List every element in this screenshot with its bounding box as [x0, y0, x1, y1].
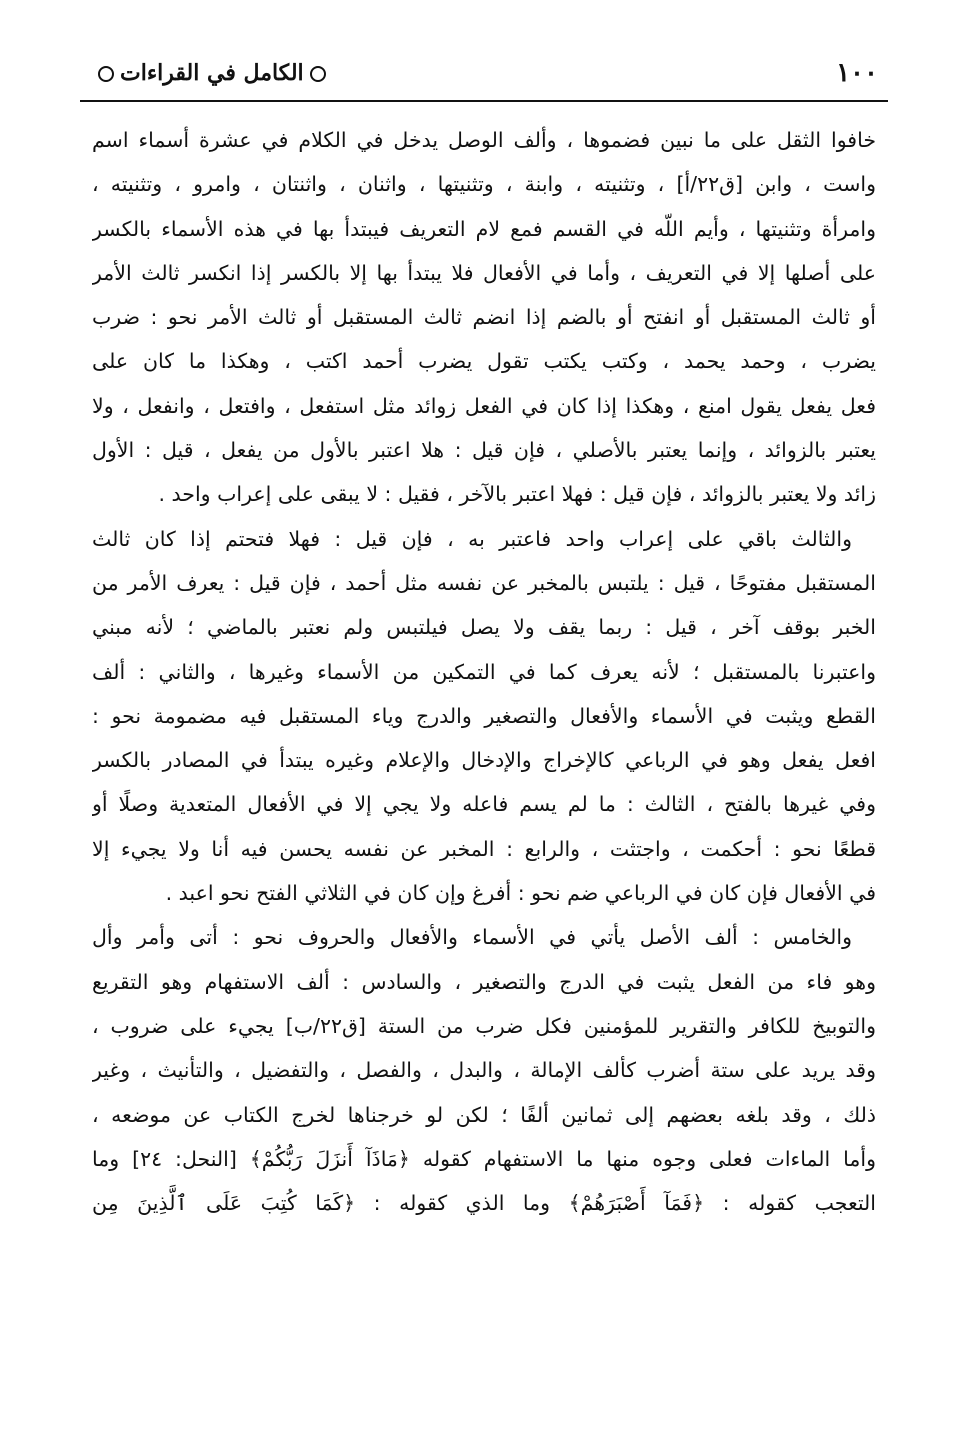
text-line: قطعًا نحو : أحكمت ، واجتثت ، والرابع : المخبر عن نفسه يحسن فيه أنا ولا يجيء إلا — [92, 836, 876, 861]
text-line: التعجب كقوله : ﴿فَمَآ أَصْبَرَهُمْ﴾ وما الذي كقوله : ﴿كَمَا كُتِبَ عَلَى ٱلَّذِينَ مِن — [92, 1191, 876, 1216]
running-title — [92, 60, 332, 86]
page-number: ١٠٠ — [836, 58, 878, 88]
book-title: الكامل في القراءات — [120, 60, 304, 86]
page-header — [80, 52, 888, 96]
body-text — [92, 118, 876, 1225]
text-line: القطع ويثبت في الأسماء والأفعال والتصغير والدرج وياء المستقبل فيه مضمومة نحو : — [92, 703, 876, 728]
text-line: على أصلها إلا في التعريف ، وأما في الأفعال فلا يبتدأ بها إلا بالكسر إذا انكسر ثالث الأمر — [92, 260, 876, 285]
text-line: واعتبرنا بالمستقبل ؛ لأنه يعرف كما في التمكين من الأسماء وغيرها ، والثاني : ألف — [92, 659, 876, 684]
text-line: الخبر بوقف آخر ، قيل : ربما يقف ولا يصل فيلتبس ولم نعتبر بالماضي ؛ لأنه مبني — [92, 615, 876, 640]
text-line: أو ثالث المستقبل أو انفتح أو بالضم إذا انضم ثالث المستقبل أو ثالث الأمر نحو : ضرب — [92, 305, 876, 330]
text-line: المستقبل مفتوحًا ، قيل : يلتبس بالمخبر عن نفسه مثل أحمد ، فإن قيل : يعرف الأمر من — [92, 570, 876, 595]
text-line: واست ، وابن [ق٢٢/أ] ، وتثنيته ، وابنة ، وتثنيتها ، واثنان ، واثنتان ، وامرو ، وتثنيته ، — [92, 172, 876, 197]
text-line: والثالث باقي على إعراب واحد فاعتبر به ، فإن قيل : فهلا فتحتم إذا كان ثالث — [92, 526, 852, 551]
text-line: وفي غيرها بالفتح ، الثالث : ما لم يسم فاعله ولا يجي إلا في الأفعال المتعدية وصلًا أو — [92, 792, 876, 817]
text-line: في الأفعال فإن كان في الرباعي ضم نحو : أفرغ وإن كان في الثلاثي الفتح نحو اعبد . — [165, 881, 876, 906]
text-line: والخامس : ألف الأصل يأتي في الأسماء والأفعال والحروف نحو : أتى وأمر وأل — [92, 925, 852, 950]
text-line: يعتبر بالزوائد ، وإنما يعتبر بالأصلي ، فإن قيل : هلا اعتبر بالأول من يفعل ، قيل : الأول — [92, 438, 876, 463]
text-line: يضرب ، وحمد يحمد ، وكتب يكتب تقول يضرب أحمد اكتب ، وهكذا ما كان على — [92, 349, 876, 374]
circle-ornament-icon — [98, 66, 114, 82]
circle-ornament-icon — [310, 66, 326, 82]
text-line: وأما الماءات فعلى وجوه منها ما الاستفهام كقوله ﴿مَاذَآ أَنزَلَ رَبُّكُمْ﴾ [النحل: ٢٤] وما — [92, 1146, 876, 1171]
header-rule — [80, 100, 888, 102]
text-line: افعل يفعل وهو في الرباعي كالإخراج والإدخال والإعلام وغيره يبتدأ في المصادر بالكسر — [92, 748, 876, 773]
text-line: وقد يريد على ستة أضرب كألف الإمالة ، والبدل ، والفصل ، والتفضيل ، والتأنيث ، وغير — [92, 1058, 876, 1083]
text-line: وامرأة وتثنيتها ، وأيم اللّه في القسم فمع لام التعريف فيبتدأ بها في هذه الأسماء بالكسر — [92, 216, 876, 241]
text-line: زائد ولا يعتبر بالزوائد ، فإن قيل : فهلا اعتبر بالآخر ، فقيل : لا يبقى على إعراب واحد . — [158, 482, 876, 507]
text-line: والتوبيخ للكافر والتقرير للمؤمنين فكل ضرب من الستة [ق٢٢/ب] يجيء على ضروب ، — [92, 1013, 876, 1038]
text-line: خافوا الثقل على ما نبين فضموها ، وألف الوصل يدخل في الكلام في عشرة أسماء اسم — [92, 128, 876, 152]
text-line: وهو فاء من الفعل يثبت في الدرج والتصغير ، والسادس : ألف الاستفهام وهو التقريع — [92, 969, 876, 994]
text-line: فعل يفعل يقول امنع ، وهكذا إذا كان في الفعل زوائد مثل استفعل ، وافتعل ، وانفعل ، ولا — [92, 393, 876, 418]
text-line: ذلك ، وقد بلغه بعضهم إلى ثمانين ألفًا ؛ لكن لو خرجناها لخرج الكتاب عن موضعه ، — [92, 1102, 876, 1127]
